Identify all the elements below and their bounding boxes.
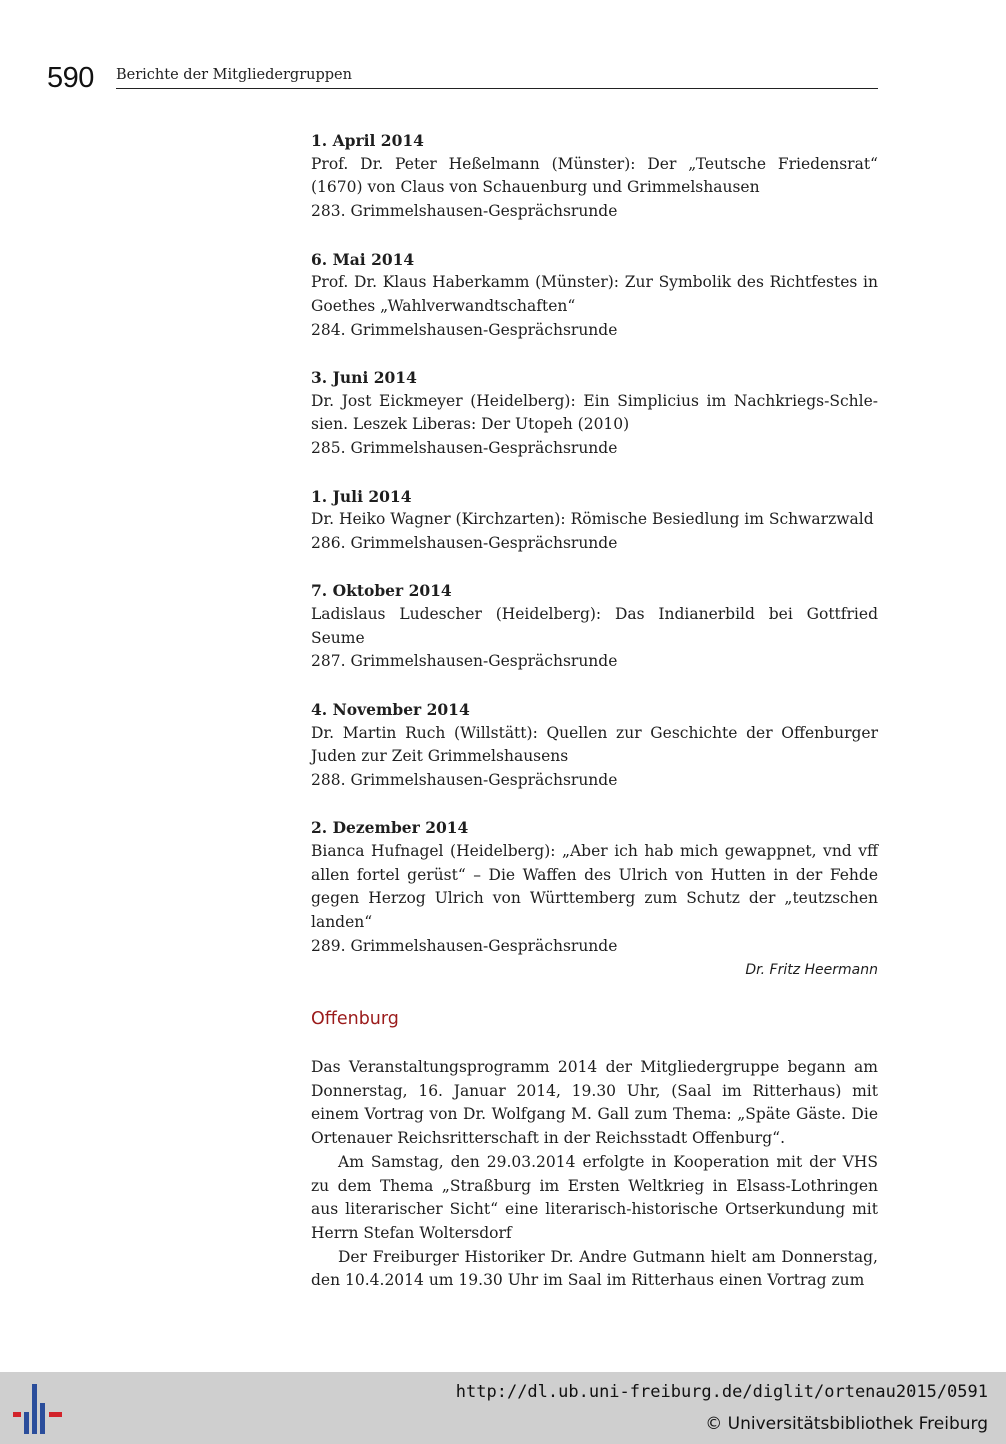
event-entry (311, 129, 878, 224)
footer-bar (0, 1372, 1006, 1444)
event-list (311, 129, 878, 982)
event-round: 288. Grimmelshausen-Gesprächsrunde (311, 770, 618, 789)
event-date: 2. Dezember 2014 (311, 818, 469, 838)
event-entry (311, 366, 878, 461)
event-round: 289. Grimmelshausen-Gesprächsrunde (311, 936, 618, 955)
paragraph: Am Samstag, den 29.03.2014 erfolgte in Kooperation mit der VHS zu dem Thema „Straßburg im Ersten Weltkrieg in Elsass-Lothringen aus literarischer Sicht“ eine literarisch-historische Ortserkundung mit Herrn Stefan Woltersdorf (311, 1152, 878, 1242)
event-date: 3. Juni 2014 (311, 368, 417, 387)
paragraph: Das Veranstaltungsprogramm 2014 der Mitgliedergruppe begann am Donnerstag, 16. Januar 2014, 19.30 Uhr, (Saal im Ritterhaus) mit einem Vortrag von Dr. Wolfgang M. Gall zum Thema: „Späte Gäste. Die Ortenauer Reichsritterschaft in der Reichsstadt Offenburg“. (311, 1058, 878, 1148)
section-body (311, 1056, 878, 1293)
ub-freiburg-logo-icon[interactable] (12, 1383, 64, 1435)
event-entry (311, 579, 878, 674)
page-number: 590 (47, 62, 94, 94)
event-round: 286. Grimmelshausen-Gesprächsrunde (311, 533, 618, 552)
permalink-url[interactable]: http://dl.ub.uni-freiburg.de/diglit/ortenau2015/0591 (455, 1382, 988, 1402)
section-heading: Offenburg (311, 1009, 399, 1029)
running-title: Berichte der Mitgliedergruppen (116, 67, 352, 83)
event-entry (311, 248, 878, 343)
event-date: 1. Juli 2014 (311, 486, 412, 506)
event-date: 1. April 2014 (311, 131, 424, 150)
event-description: Ladislaus Ludescher (Heidelberg): Das Indianerbild bei Gottfried Seume (311, 605, 878, 647)
event-round: 287. Grimmelshausen-Gesprächsrunde (311, 652, 618, 671)
event-round: 285. Grimmelshausen-Gesprächsrunde (311, 439, 618, 458)
event-entry (311, 485, 878, 556)
event-description: Dr. Martin Ruch (Willstätt): Quellen zur Geschichte der Offenburger Juden zur Zeit Grimmelshausens (311, 723, 878, 766)
event-date: 4. November 2014 (311, 699, 470, 719)
event-round: 284. Grimmelshausen-Gesprächsrunde (311, 320, 618, 339)
event-date: 7. Oktober 2014 (311, 581, 452, 601)
event-date: 6. Mai 2014 (311, 249, 415, 269)
event-round: 283. Grimmelshausen-Gesprächsrunde (311, 202, 618, 221)
event-description: Dr. Jost Eickmeyer (Heidelberg): Ein Simplicius im Nachkriegs-Schlesien. Leszek Liberas: Der Utopeh (2010) (311, 391, 878, 434)
event-entry (311, 816, 878, 958)
event-description: Prof. Dr. Klaus Haberkamm (Münster): Zur Symbolik des Richtfestes in Goethes „Wahlverwandtschaften“ (311, 273, 878, 315)
header-rule (116, 88, 878, 89)
event-description: Bianca Hufnagel (Heidelberg): „Aber ich hab mich gewappnet, vnd vff allen fortel gerüst“ – Die Waffen des Ulrich von Hutten in der Fehde gegen Herzog Ulrich von Württemberg zum Schutz der „teutzschen landen“ (311, 842, 878, 932)
event-description: Prof. Dr. Peter Heßelmann (Münster): Der „Teutsche Friedensrat“ (1670) von Claus von Schauenburg und Grimmelshausen (311, 154, 878, 197)
author-signature: Dr. Fritz Heermann (745, 961, 878, 978)
event-description: Dr. Heiko Wagner (Kirchzarten): Römische Besiedlung im Schwarzwald (311, 510, 874, 529)
copyright-notice: © Universitätsbibliothek Freiburg (705, 1414, 988, 1434)
event-entry (311, 698, 878, 793)
paragraph: Der Freiburger Historiker Dr. Andre Gutmann hielt am Donnerstag, den 10.4.2014 um 19.30 Uhr im Saal im Ritterhaus einen Vortrag zum (311, 1247, 878, 1290)
